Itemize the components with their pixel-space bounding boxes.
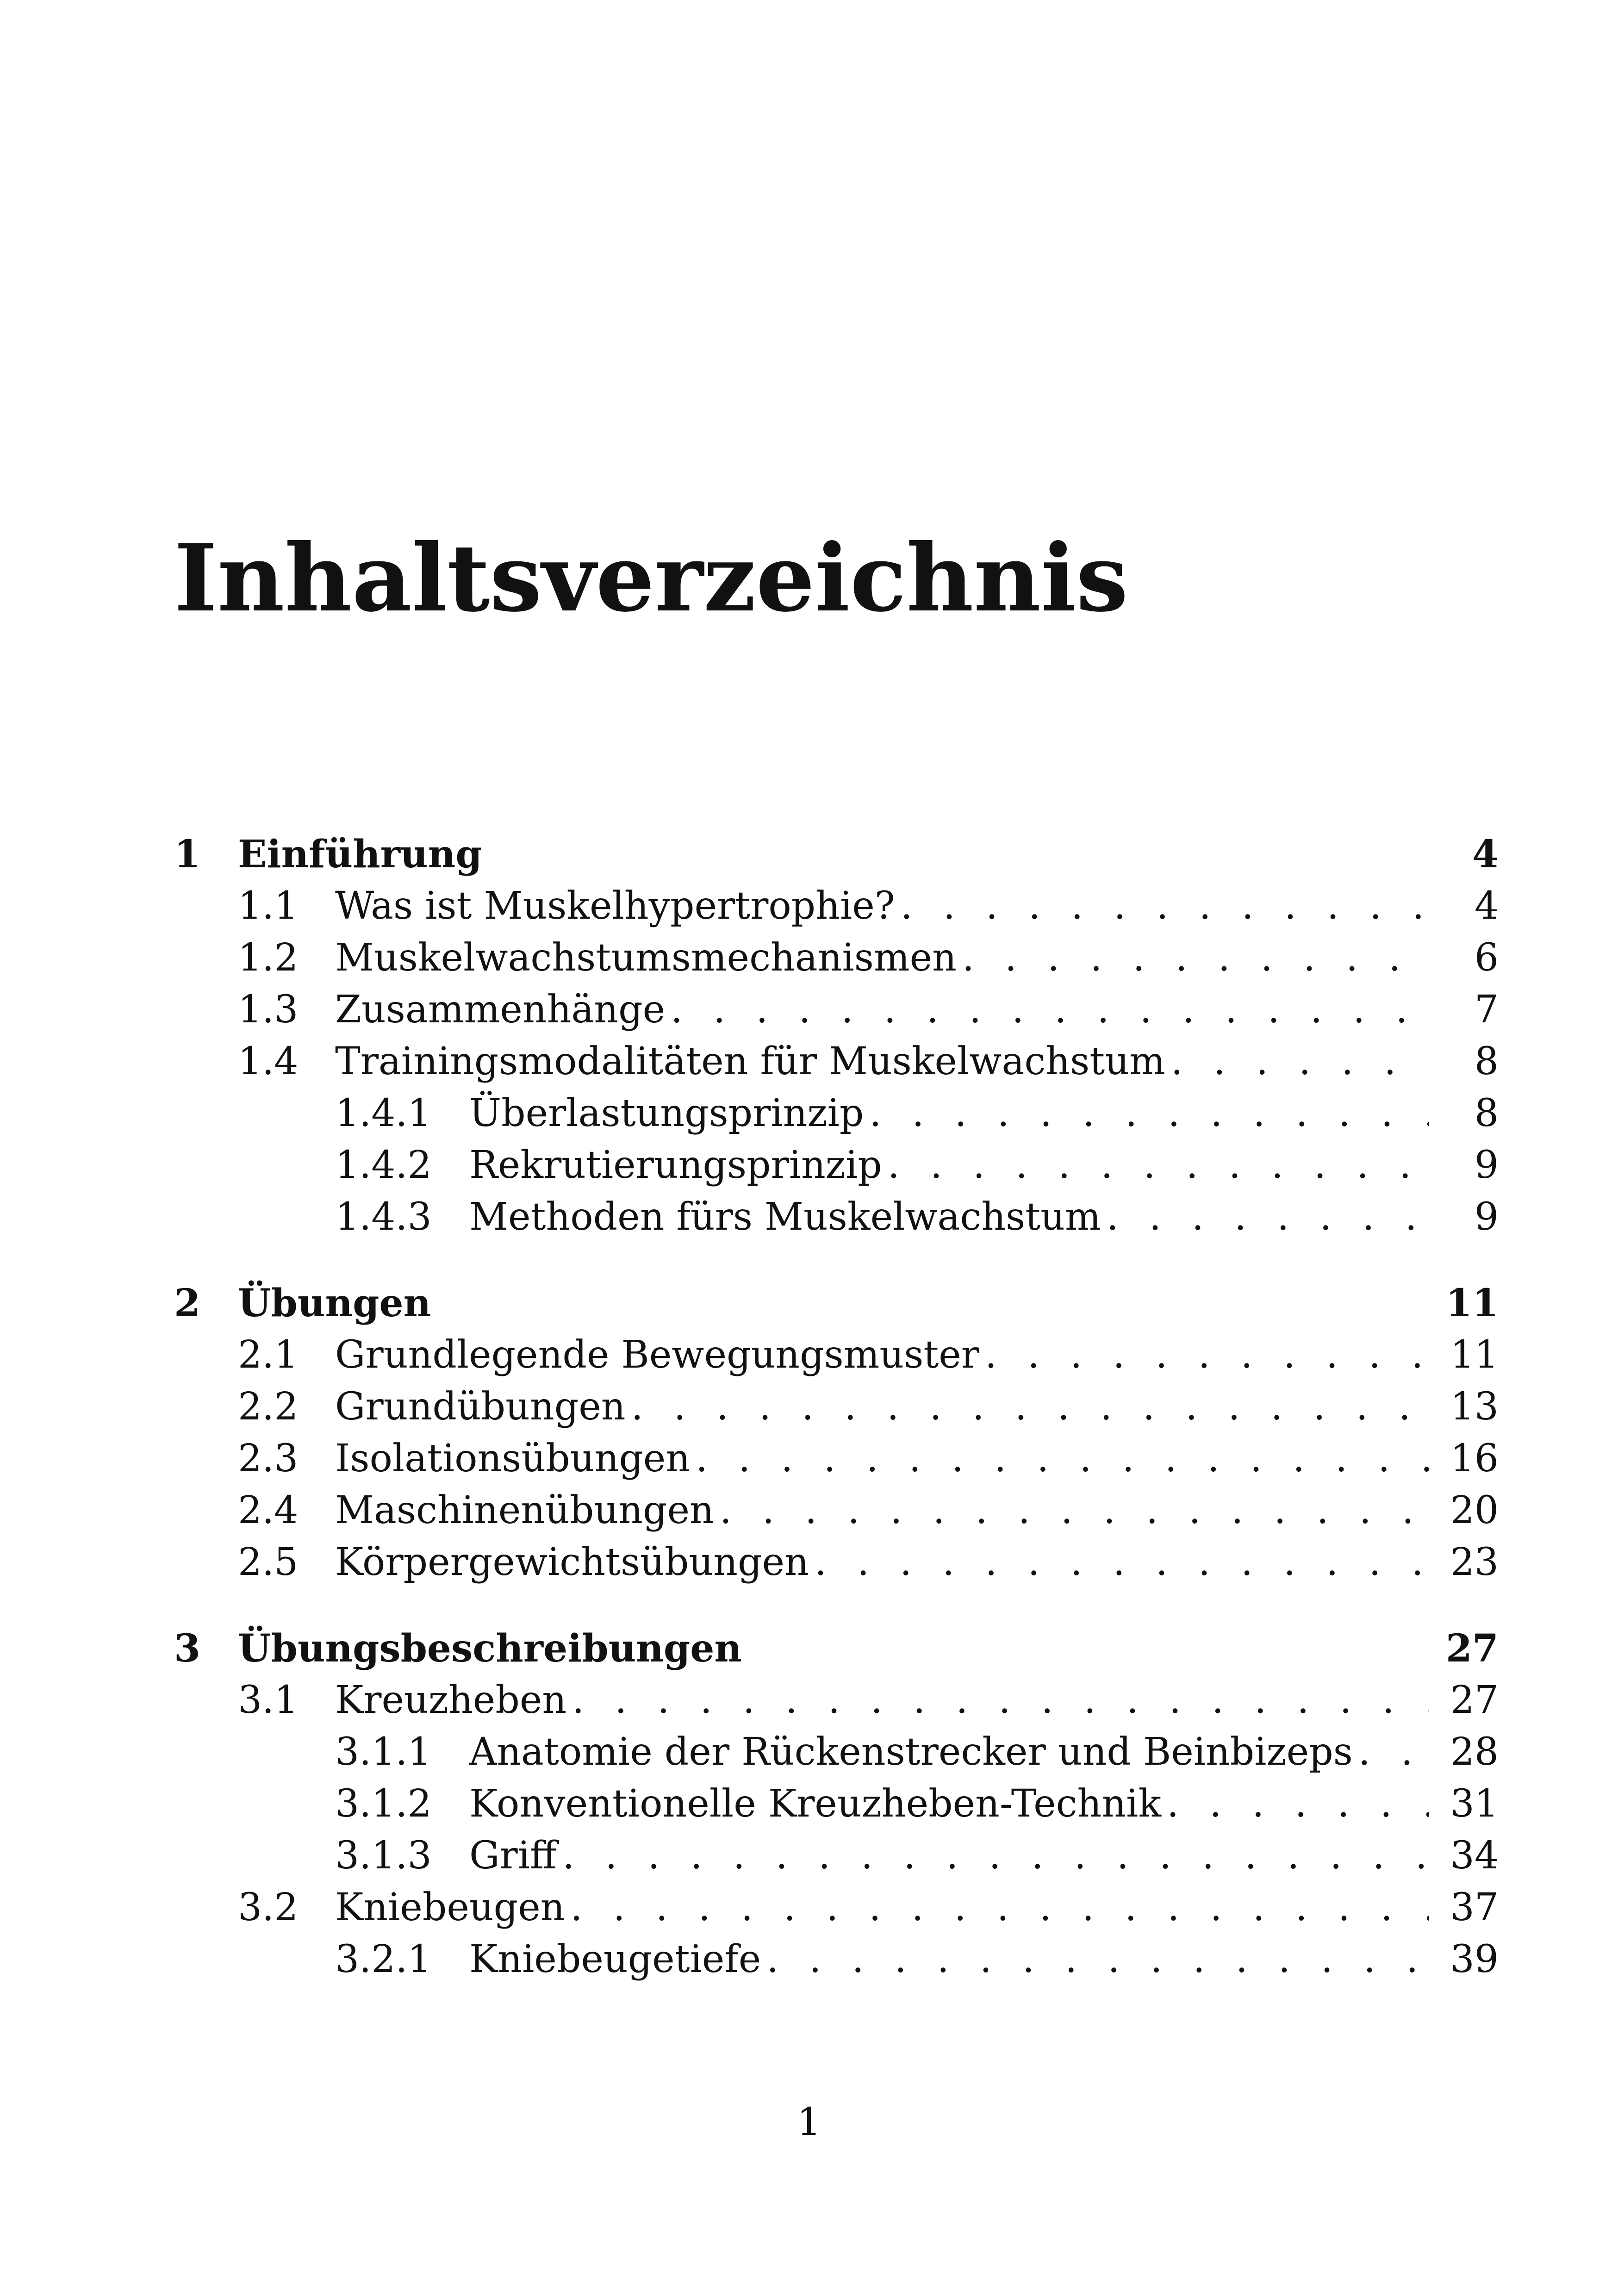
toc-page-number: 28: [1450, 1730, 1499, 1774]
toc-title: Muskelwachstumsmechanismen: [335, 936, 957, 980]
toc-number: 3.1.3: [335, 1834, 432, 1878]
toc-entry[interactable]: [174, 880, 1499, 932]
toc-page-number: 34: [1450, 1834, 1499, 1878]
toc-number: 1.4.3: [335, 1195, 432, 1239]
toc-entry[interactable]: [174, 1778, 1499, 1830]
toc-entry[interactable]: [174, 984, 1499, 1036]
toc-number: 3.1: [238, 1678, 299, 1722]
toc-chapter-heading[interactable]: [174, 1623, 1499, 1674]
toc-entry[interactable]: [174, 932, 1499, 984]
toc-title: Überlastungsprinzip: [469, 1091, 864, 1135]
toc-title: Übungsbeschreibungen: [238, 1626, 742, 1671]
toc-number: 2: [174, 1281, 201, 1325]
toc-number: 3: [174, 1626, 201, 1671]
toc-entry[interactable]: [174, 1088, 1499, 1139]
footer-page-number: 1: [797, 2100, 821, 2144]
dot-leader: [690, 1433, 1429, 1485]
dot-leader: [761, 1934, 1429, 1985]
toc-number: 3.2: [238, 1885, 299, 1929]
toc-number: 2.2: [238, 1385, 299, 1429]
toc-title: Konventionelle Kreuzheben-Technik: [469, 1782, 1162, 1826]
toc-entry[interactable]: [174, 1381, 1499, 1433]
toc-number: 2.4: [238, 1488, 299, 1532]
dot-leader: [1161, 1778, 1429, 1830]
page-title: Inhaltsverzeichnis: [174, 524, 1128, 633]
toc-page-number: 16: [1450, 1437, 1499, 1481]
toc-title: Übungen: [238, 1281, 431, 1325]
toc-number: 3.2.1: [335, 1937, 432, 1981]
dot-leader: [626, 1381, 1429, 1433]
toc-title: Kniebeugetiefe: [469, 1937, 761, 1981]
toc-title: Körpergewichtsübungen: [335, 1540, 809, 1584]
toc-title: Maschinenübungen: [335, 1488, 714, 1532]
toc-number: 1.4.1: [335, 1091, 432, 1135]
dot-leader: [979, 1329, 1429, 1381]
dot-leader: [714, 1485, 1429, 1537]
toc-number: 3.1.2: [335, 1782, 432, 1826]
toc-entry[interactable]: [174, 1139, 1499, 1191]
toc-title: Rekrutierungsprinzip: [469, 1143, 882, 1187]
toc-title: Kniebeugen: [335, 1885, 565, 1929]
dot-leader: [882, 1139, 1429, 1191]
toc-chapter: [174, 828, 1499, 1243]
dot-leader: [565, 1882, 1429, 1934]
dot-leader: [566, 1674, 1429, 1726]
toc-page-number: 9: [1474, 1195, 1499, 1239]
toc-entry[interactable]: [174, 1485, 1499, 1537]
toc-number: 2.5: [238, 1540, 299, 1584]
toc-page-number: 7: [1474, 988, 1499, 1032]
toc-page-number: 27: [1445, 1626, 1499, 1671]
toc-page-number: 39: [1450, 1937, 1499, 1981]
toc-page-number: 27: [1450, 1678, 1499, 1722]
toc-title: Grundlegende Bewegungsmuster: [335, 1333, 979, 1377]
toc-number: 1.4.2: [335, 1143, 432, 1187]
toc-page-number: 8: [1474, 1091, 1499, 1135]
toc-page-number: 23: [1450, 1540, 1499, 1584]
toc-page-number: 4: [1472, 832, 1499, 877]
toc-number: 3.1.1: [335, 1730, 432, 1774]
toc-number: 1.4: [238, 1039, 299, 1083]
dot-leader: [1353, 1726, 1429, 1778]
toc-entry[interactable]: [174, 1726, 1499, 1778]
toc-title: Kreuzheben: [335, 1678, 567, 1722]
toc-title: Was ist Muskelhypertrophie?: [335, 884, 895, 928]
toc-entry[interactable]: [174, 1934, 1499, 1985]
dot-leader: [957, 932, 1429, 984]
toc-entry[interactable]: [174, 1830, 1499, 1882]
dot-leader: [665, 984, 1429, 1036]
dot-leader: [809, 1537, 1429, 1588]
toc-number: 2.3: [238, 1437, 299, 1481]
toc-number: 1.3: [238, 988, 299, 1032]
toc-chapter-heading[interactable]: [174, 828, 1499, 880]
toc-page-number: 20: [1450, 1488, 1499, 1532]
toc-page-number: 6: [1474, 936, 1499, 980]
toc-entry[interactable]: [174, 1191, 1499, 1243]
toc-title: Zusammenhänge: [335, 988, 666, 1032]
toc-page-number: 4: [1474, 884, 1499, 928]
toc-chapter: [174, 1277, 1499, 1588]
toc-page-number: 11: [1445, 1281, 1499, 1325]
toc-page-number: 8: [1474, 1039, 1499, 1083]
toc-title: Isolationsübungen: [335, 1437, 691, 1481]
toc-chapter-heading[interactable]: [174, 1277, 1499, 1329]
toc-number: 1.2: [238, 936, 299, 980]
toc-entry[interactable]: [174, 1329, 1499, 1381]
dot-leader: [1101, 1191, 1429, 1243]
toc-entry[interactable]: [174, 1537, 1499, 1588]
toc-page-number: 13: [1450, 1385, 1499, 1429]
toc-chapter: [174, 1623, 1499, 1985]
table-of-contents: [174, 828, 1499, 1985]
toc-title: Anatomie der Rückenstrecker und Beinbizeps: [469, 1730, 1353, 1774]
toc-number: 1.1: [238, 884, 299, 928]
dot-leader: [1165, 1036, 1429, 1088]
toc-number: 1: [174, 832, 201, 877]
toc-page-number: 9: [1474, 1143, 1499, 1187]
dot-leader: [895, 880, 1429, 932]
dot-leader: [557, 1830, 1429, 1882]
toc-page-number: 11: [1450, 1333, 1499, 1377]
toc-entry[interactable]: [174, 1674, 1499, 1726]
toc-title: Einführung: [238, 832, 482, 877]
toc-page-number: 37: [1450, 1885, 1499, 1929]
toc-page-number: 31: [1450, 1782, 1499, 1826]
toc-title: Methoden fürs Muskelwachstum: [469, 1195, 1101, 1239]
toc-title: Griff: [469, 1834, 557, 1878]
toc-number: 2.1: [238, 1333, 299, 1377]
toc-entry[interactable]: [174, 1433, 1499, 1485]
toc-entry[interactable]: [174, 1036, 1499, 1088]
toc-title: Trainingsmodalitäten für Muskelwachstum: [335, 1039, 1165, 1083]
toc-entry[interactable]: [174, 1882, 1499, 1934]
toc-title: Grundübungen: [335, 1385, 626, 1429]
dot-leader: [864, 1088, 1429, 1139]
